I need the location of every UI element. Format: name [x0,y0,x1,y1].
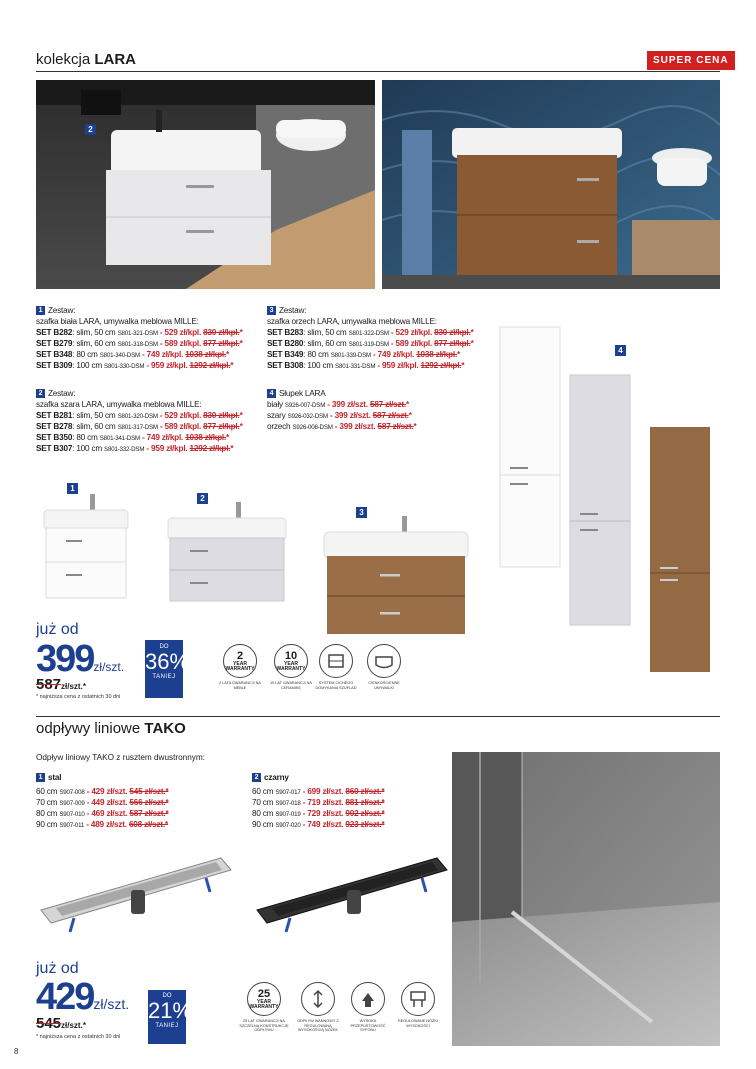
steel-linear-drain [36,848,236,943]
warranty-icon: 10 YEAR WARRANTY [274,644,308,678]
spec-row: SET B281: slim, 50 cm S801-320-DSM - 529 zł/kpl. 830 zł/kpl.* [36,411,243,420]
tako-section-title: odpływy liniowe TAKO [36,720,186,737]
page-number: 8 [14,1047,19,1056]
tako-discount-badge: DO 21% TANIEJ [148,990,186,1044]
spec-row: 90 cm S907-011 - 489 zł/szt. 608 zł/szt.* [36,820,168,829]
spec-row: 60 cm S907-008 - 429 zł/szt. 545 zł/szt.* [36,787,169,796]
product-number-badge: 3 [356,507,367,518]
lowest-price-note: * najniższa cena z ostatnich 30 dni [36,1034,121,1040]
drawer-icon [319,644,353,678]
legs-icon [401,982,435,1016]
lara-spec-group-2: 2 Zestaw: szafka szara LARA, umywalka meblowa MILLE: SET B281: slim, 50 cm S801-320-DSM - 529 zł/kpl. 830 zł/kpl.* SET B278: slim, 60 cm S801-317-DSM - 589 zł/kpl. 877 zł/kpl.* SET B350: 80 cm S801-341-DSM - 749 zł/kpl. 1038 zł/kpl.* SET B307: 100 cm S801-332-DSM - 959 zł/kpl. 1292 zł/kpl.* [36,388,261,454]
group-number: 1 [36,306,45,315]
tako-old-price: 545zł/szt.* [36,1015,86,1032]
lara-photo-white-set [36,80,375,289]
super-cena-badge: SUPER CENA [647,51,735,70]
spec-row: SET B278: slim, 60 cm S801-317-DSM - 589 zł/kpl. 877 zł/kpl.* [36,422,243,431]
spec-row: 70 cm S907-018 - 719 zł/szt. 881 zł/szt.* [252,798,385,807]
spec-row: SET B348: 80 cm S801-340-DSM - 749 zł/kpl. 1038 zł/kpl.* [36,350,230,359]
price-from-label: już od [36,960,79,977]
spec-row: 80 cm S907-019 - 729 zł/szt. 902 zł/szt.* [252,809,385,818]
tako-price: 429zł/szt. [36,976,130,1018]
lara-photo-walnut-set [382,80,720,289]
product-number-badge: 2 [197,493,208,504]
spec-row: SET B349: 80 cm S801-339-DSM - 749 zł/kpl. 1038 zł/kpl.* [267,350,461,359]
spec-row: SET B282: slim, 50 cm S801-321-DSM - 529 zł/kpl. 830 zł/kpl.* [36,328,243,337]
group-number: 2 [252,773,261,782]
group-number: 2 [36,389,45,398]
spec-row: 80 cm S907-010 - 469 zł/szt. 587 zł/szt.* [36,809,169,818]
tako-spec-group-2: 2 czarny 60 cm S907-017 - 699 zł/szt. 860 zł/szt.* 70 cm S907-018 - 719 zł/szt. 881 zł/szt.* 80 cm S907-019 - 729 zł/szt. 902 zł/szt.* 90 cm S907-020 - 749 zł/szt. 923 zł/szt.* [252,772,452,830]
lara-old-price: 587zł/szt.* [36,676,86,693]
feature-thin-wall: CIENKOŚCIENNE UMYWALKI [362,644,406,690]
spec-row: SET B283: slim, 50 cm S801-322-DSM - 529 zł/kpl. 830 zł/kpl.* [267,328,474,337]
spec-row: SET B308: 100 cm S801-331-DSM - 959 zł/kpl. 1292 zł/kpl.* [267,361,465,370]
feature-adjustable-legs: REGULOWANE NÓŻKI WYSOKOŚCI [394,982,442,1028]
product-grey-vanity [164,500,290,605]
group-number: 1 [36,773,45,782]
warranty-icon: 2 YEAR WARRANTY [223,644,257,678]
group-number: 3 [267,306,276,315]
warranty-icon: 25 YEAR WARRANTY [247,982,281,1016]
flow-arrow-icon [351,982,385,1016]
spec-row: SET B280: slim, 60 cm S801-319-DSM - 589 zł/kpl. 877 zł/kpl.* [267,339,474,348]
photo-number-badge: 2 [85,124,96,135]
feature-warranty-25y: 25 YEAR WARRANTY 25 LAT GWARANCJI NA SZCZELNĄ KONSTRUKCJĘ ODPŁYWU [238,982,290,1033]
black-linear-drain [252,848,452,943]
feature-adjustable-height: ODPŁYW WANNOWY Z REGULOWANĄ WYSOKOŚCIĄ NÓŻEK [294,982,342,1033]
lara-spec-group-4: 4 Słupek LARA biały S926-007-DSM - 399 zł/szt. 587 zł/szt.* szary S926-032-DSM - 399 zł/szt. 587 zł/szt.* orzech S926-008-DSM - 399 zł/szt. 587 zł/szt.* [267,388,492,432]
spec-row: 90 cm S907-020 - 749 zł/szt. 923 zł/szt.* [252,820,385,829]
price-from-label: już od [36,621,79,638]
spec-row: SET B279: slim, 60 cm S801-318-DSM - 589 zł/kpl. 877 zł/kpl.* [36,339,243,348]
spec-row: szary S926-032-DSM - 399 zł/szt. 587 zł/szt.* [267,411,412,420]
tako-intro: Odpływ liniowy TAKO z rusztem dwustronnym: [36,753,205,762]
spec-row: SET B307: 100 cm S801-332-DSM - 959 zł/kpl. 1292 zł/kpl.* [36,444,234,453]
product-number-badge: 1 [67,483,78,494]
spec-row: 70 cm S907-009 - 449 zł/szt. 566 zł/szt.* [36,798,169,807]
spec-row: SET B309: 100 cm S801-330-DSM - 959 zł/kpl. 1292 zł/kpl.* [36,361,234,370]
spec-row: SET B350: 80 cm S801-341-DSM - 749 zł/kpl. 1038 zł/kpl.* [36,433,230,442]
tako-spec-group-1: 1 stal 60 cm S907-008 - 429 zł/szt. 545 zł/szt.* 70 cm S907-009 - 449 zł/szt. 566 zł/szt.* 80 cm S907-010 - 469 zł/szt. 587 zł/szt.* 90 cm S907-011 - 489 zł/szt. 608 zł/szt.* [36,772,246,830]
spec-row: 60 cm S907-017 - 699 zł/szt. 860 zł/szt.* [252,787,385,796]
feature-warranty-2y: 2 YEAR WARRANTY 2 LATA GWARANCJI NA MEBLE [218,644,262,690]
product-tall-cabinets [496,325,722,675]
feature-soft-close: SYSTEM CICHEGO DOMYKANIA SZUFLAD [314,644,358,690]
lara-title-rule [36,71,720,72]
lara-discount-badge: DO 36% TANIEJ [145,640,183,698]
feature-high-flow: WYSOKA PRZEPUSTOWOŚĆ SYFONU [344,982,392,1033]
lara-price: 399zł/szt. [36,638,125,680]
lara-spec-group-3: 3 Zestaw: szafka orzech LARA, umywalka meblowa MILLE: SET B283: slim, 50 cm S801-322-DSM - 529 zł/kpl. 830 zł/kpl.* SET B280: slim, 60 cm S801-319-DSM - 589 zł/kpl. 877 zł/kpl.* SET B349: 80 cm S801-339-DSM - 749 zł/kpl. 1038 zł/kpl.* SET B308: 100 cm S801-331-DSM - 959 zł/kpl. 1292 zł/kpl.* [267,305,492,371]
spec-row: orzech S926-008-DSM - 399 zł/szt. 587 zł/szt.* [267,422,417,431]
lowest-price-note: * najniższa cena z ostatnich 30 dni [36,694,121,700]
basin-icon [367,644,401,678]
lara-spec-group-1: 1 Zestaw: szafka biała LARA, umywalka meblowa MILLE: SET B282: slim, 50 cm S801-321-DSM - 529 zł/kpl. 830 zł/kpl.* SET B279: slim, 60 cm S801-318-DSM - 589 zł/kpl. 877 zł/kpl.* SET B348: 80 cm S801-340-DSM - 749 zł/kpl. 1038 zł/kpl.* SET B309: 100 cm S801-330-DSM - 959 zł/kpl. 1292 zł/kpl.* [36,305,261,371]
product-number-badge: 4 [615,345,626,356]
product-walnut-vanity [322,512,470,637]
tako-shower-photo [452,752,720,1046]
feature-warranty-10y: 10 YEAR WARRANTY 10 LAT GWARANCJI NA CERAMIKĘ [266,644,316,690]
height-adjust-icon [301,982,335,1016]
spec-row: biały S926-007-DSM - 399 zł/szt. 587 zł/szt.* [267,400,409,409]
group-number: 4 [267,389,276,398]
product-white-vanity [40,492,132,602]
tako-title-rule [36,716,720,717]
lara-section-title: kolekcja LARA [36,51,137,68]
